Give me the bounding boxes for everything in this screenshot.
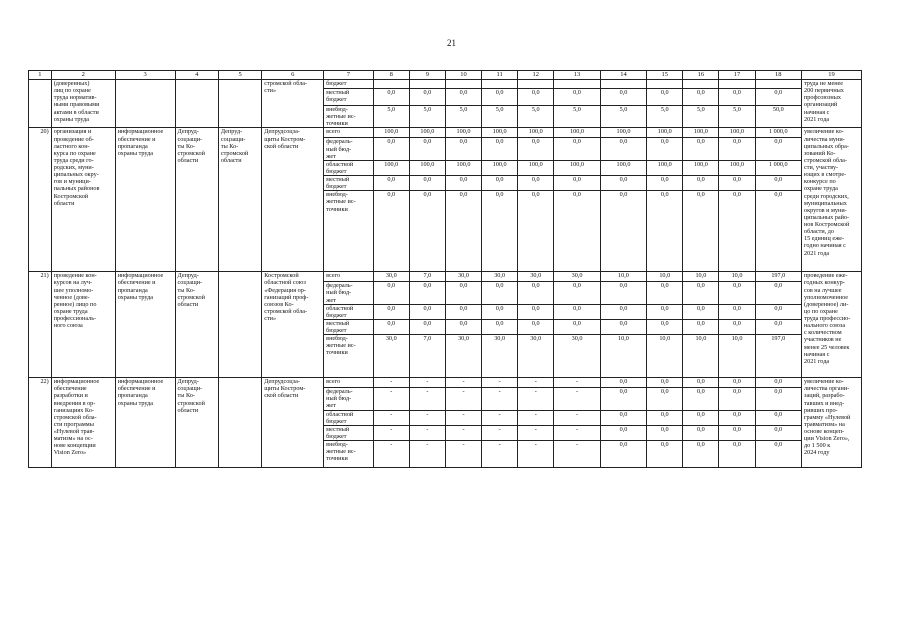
value-cell: 0,0 — [373, 304, 409, 319]
program-table — [28, 70, 862, 468]
column-number-cell: 14 — [600, 71, 646, 80]
value-cell: 0,0 — [518, 176, 554, 191]
value-cell: 0,0 — [647, 191, 683, 272]
value-cell: 0,0 — [600, 176, 646, 191]
value-cell: 100,0 — [373, 160, 409, 175]
value-cell: 0,0 — [518, 319, 554, 334]
funding-source-cell: внебюд- жетные ис- точники — [324, 191, 374, 272]
column-number-cell: 9 — [409, 71, 445, 80]
value-cell: 100,0 — [482, 128, 518, 138]
coexecutor-cell — [218, 272, 261, 378]
value-cell: 100,0 — [445, 128, 481, 138]
value-cell: - — [409, 410, 445, 425]
mechanism-cell: информационное обеспечение и пропаганда охраны труда — [115, 128, 175, 272]
table-row — [29, 378, 862, 388]
value-cell: 197,0 — [755, 335, 801, 378]
value-cell: 0,0 — [600, 410, 646, 425]
value-cell: 0,0 — [373, 319, 409, 334]
value-cell — [445, 80, 481, 89]
value-cell: 0,0 — [600, 304, 646, 319]
value-cell: 0,0 — [554, 304, 600, 319]
value-cell: 0,0 — [600, 89, 646, 106]
responsible-cell: Депруд- соцзащи- ты Ко- стромской области — [175, 272, 218, 378]
value-cell: 0,0 — [647, 319, 683, 334]
value-cell: 0,0 — [755, 441, 801, 468]
value-cell: 0,0 — [600, 441, 646, 468]
value-cell: 5,0 — [482, 106, 518, 128]
value-cell: 0,0 — [518, 138, 554, 160]
value-cell: 0,0 — [445, 176, 481, 191]
value-cell: 100,0 — [445, 160, 481, 175]
value-cell: 100,0 — [600, 160, 646, 175]
value-cell: 100,0 — [647, 160, 683, 175]
value-cell: - — [373, 410, 409, 425]
value-cell: - — [482, 388, 518, 410]
column-number-cell: 8 — [373, 71, 409, 80]
result-cell: увеличение ко- личества органи- заций, разрабо- тавших и внед- ривших про- грамму «Нулевой травматизм» на основе концеп- ции Vision Zero», до 1 500 к 2024 году — [802, 378, 862, 468]
value-cell: 0,0 — [518, 191, 554, 272]
value-cell: 30,0 — [445, 335, 481, 378]
funding-source-cell: всего — [324, 378, 374, 388]
value-cell: 0,0 — [518, 89, 554, 106]
value-cell: - — [518, 410, 554, 425]
value-cell: 100,0 — [719, 128, 755, 138]
value-cell: 0,0 — [647, 425, 683, 440]
value-cell: 0,0 — [719, 410, 755, 425]
value-cell: 0,0 — [445, 89, 481, 106]
value-cell: 5,0 — [719, 106, 755, 128]
value-cell: 0,0 — [445, 138, 481, 160]
value-cell: 1 000,0 — [755, 128, 801, 138]
value-cell: 100,0 — [409, 160, 445, 175]
value-cell: 7,0 — [409, 272, 445, 282]
value-cell: 0,0 — [518, 282, 554, 304]
value-cell: 0,0 — [554, 138, 600, 160]
value-cell: 0,0 — [683, 425, 719, 440]
item-name-cell: организация и проведение об- ластного кон- курса по охране труда среди го- родских, муни- ципальных окру- гов и муници- пальных районов Костромской области — [51, 128, 115, 272]
executor-cell: стромской обла- сти» — [262, 80, 324, 128]
item-number-cell — [29, 80, 52, 128]
column-number-cell: 17 — [719, 71, 755, 80]
value-cell: 30,0 — [445, 272, 481, 282]
value-cell: 30,0 — [554, 272, 600, 282]
value-cell — [409, 80, 445, 89]
value-cell: - — [373, 425, 409, 440]
value-cell: - — [373, 378, 409, 388]
column-number-cell: 15 — [647, 71, 683, 80]
value-cell: 0,0 — [647, 441, 683, 468]
value-cell: - — [482, 410, 518, 425]
item-number-cell: 22) — [29, 378, 52, 468]
value-cell: 0,0 — [409, 138, 445, 160]
value-cell: 100,0 — [518, 128, 554, 138]
value-cell: 0,0 — [482, 282, 518, 304]
value-cell: 30,0 — [373, 272, 409, 282]
value-cell: - — [482, 425, 518, 440]
value-cell: 50,0 — [755, 106, 801, 128]
mechanism-cell — [115, 80, 175, 128]
column-number-cell: 11 — [482, 71, 518, 80]
value-cell: 10,0 — [647, 272, 683, 282]
value-cell: 0,0 — [482, 89, 518, 106]
value-cell: 0,0 — [683, 176, 719, 191]
column-number-cell: 10 — [445, 71, 481, 80]
value-cell: 0,0 — [719, 319, 755, 334]
value-cell: 0,0 — [755, 319, 801, 334]
value-cell: 0,0 — [373, 191, 409, 272]
funding-source-cell: всего — [324, 272, 374, 282]
value-cell: 10,0 — [600, 335, 646, 378]
value-cell: 0,0 — [755, 176, 801, 191]
value-cell: 0,0 — [755, 388, 801, 410]
value-cell — [554, 80, 600, 89]
value-cell: 0,0 — [683, 378, 719, 388]
value-cell — [373, 80, 409, 89]
value-cell: 1 000,0 — [755, 160, 801, 175]
value-cell: 0,0 — [518, 304, 554, 319]
value-cell: 100,0 — [518, 160, 554, 175]
coexecutor-cell — [218, 80, 261, 128]
value-cell: 0,0 — [445, 191, 481, 272]
value-cell: 0,0 — [647, 282, 683, 304]
value-cell: 10,0 — [683, 272, 719, 282]
value-cell: 0,0 — [719, 138, 755, 160]
value-cell: 0,0 — [719, 425, 755, 440]
value-cell: 10,0 — [683, 335, 719, 378]
result-cell: проведение еже- годных конкур- сов на лучшее уполномоченное (доверенное) ли- цо по охране труда профессио- нального союза с количеством участников не менее 25 человек начиная с 2021 года — [802, 272, 862, 378]
funding-source-cell: местный бюджет — [324, 425, 374, 440]
value-cell: 0,0 — [482, 304, 518, 319]
value-cell: 0,0 — [445, 319, 481, 334]
funding-source-cell: всего — [324, 128, 374, 138]
value-cell: 0,0 — [683, 441, 719, 468]
funding-source-cell: внебюд- жетные ис- точники — [324, 441, 374, 468]
funding-source-cell: внебюд- жетные ис- точники — [324, 106, 374, 128]
item-name-cell: (доверенных) лиц по охране труда норматив- ными правовыми актами в области охраны труда — [51, 80, 115, 128]
column-number-cell: 4 — [175, 71, 218, 80]
value-cell: 10,0 — [600, 272, 646, 282]
value-cell: 0,0 — [647, 304, 683, 319]
column-number-cell: 12 — [518, 71, 554, 80]
value-cell: - — [554, 425, 600, 440]
value-cell: 5,0 — [409, 106, 445, 128]
value-cell: - — [482, 378, 518, 388]
value-cell: 0,0 — [719, 304, 755, 319]
value-cell: 5,0 — [445, 106, 481, 128]
value-cell: 100,0 — [600, 128, 646, 138]
funding-source-cell: бюджет — [324, 80, 374, 89]
value-cell: 0,0 — [554, 191, 600, 272]
value-cell: 30,0 — [518, 335, 554, 378]
value-cell: 0,0 — [373, 282, 409, 304]
value-cell: - — [373, 388, 409, 410]
column-number-cell: 5 — [218, 71, 261, 80]
column-number-cell: 1 — [29, 71, 52, 80]
value-cell: 30,0 — [518, 272, 554, 282]
value-cell: - — [445, 425, 481, 440]
funding-source-cell: местный бюджет — [324, 319, 374, 334]
column-number-cell: 16 — [683, 71, 719, 80]
value-cell: - — [409, 425, 445, 440]
column-number-cell: 3 — [115, 71, 175, 80]
value-cell: 5,0 — [554, 106, 600, 128]
value-cell: 100,0 — [554, 128, 600, 138]
value-cell: 0,0 — [445, 304, 481, 319]
funding-source-cell: областной бюджет — [324, 410, 374, 425]
value-cell: 0,0 — [755, 89, 801, 106]
responsible-cell: Депруд- соцзащи- ты Ко- стромской области — [175, 128, 218, 272]
value-cell: 0,0 — [683, 410, 719, 425]
value-cell: 0,0 — [409, 89, 445, 106]
funding-source-cell: местный бюджет — [324, 89, 374, 106]
value-cell: 10,0 — [719, 272, 755, 282]
value-cell: 10,0 — [719, 335, 755, 378]
funding-source-cell: внебюд- жетные ис- точники — [324, 335, 374, 378]
value-cell: 0,0 — [600, 378, 646, 388]
value-cell — [518, 80, 554, 89]
result-cell: увеличение ко- личества муни- ципальных обра- зований Ко- стромской обла- сти, участву- ющих в смотре- конкурсе по охране труда среди городских, муниципальных округов и муни- ципальных райо- нов Костромской области, до 15 единиц еже- годно начиная с 2021 года — [802, 128, 862, 272]
table-row — [29, 80, 862, 89]
funding-source-cell: федераль- ный бюд- жет — [324, 282, 374, 304]
value-cell: 5,0 — [647, 106, 683, 128]
value-cell: 0,0 — [683, 282, 719, 304]
value-cell: - — [554, 388, 600, 410]
value-cell — [482, 80, 518, 89]
mechanism-cell: информационное обеспечение и пропаганда охраны труда — [115, 272, 175, 378]
executor-cell: Костромской областной союз «Федерация ор- ганизаций проф- союзов Ко- стромской обла- сти» — [262, 272, 324, 378]
result-cell: труда не менее 200 первичных профсоюзных организаций начиная с 2021 года — [802, 80, 862, 128]
value-cell — [647, 80, 683, 89]
value-cell: 0,0 — [600, 425, 646, 440]
value-cell: 0,0 — [409, 191, 445, 272]
value-cell: 0,0 — [647, 410, 683, 425]
value-cell: - — [554, 410, 600, 425]
executor-cell: Депрудсоцза- щиты Костром- ской области — [262, 378, 324, 468]
value-cell: 0,0 — [719, 191, 755, 272]
value-cell: 0,0 — [600, 319, 646, 334]
value-cell: 0,0 — [373, 176, 409, 191]
value-cell: 100,0 — [482, 160, 518, 175]
value-cell: - — [518, 378, 554, 388]
value-cell: 0,0 — [600, 282, 646, 304]
value-cell: 5,0 — [373, 106, 409, 128]
value-cell: 0,0 — [647, 176, 683, 191]
item-name-cell: информационное обеспечение разработки и внедрения в ор- ганизациях Ко- стромской обла- сти программы «Нулевой трав- матизм» на ос- нове концепции Vision Zero» — [51, 378, 115, 468]
column-number-cell: 7 — [324, 71, 374, 80]
value-cell: - — [554, 378, 600, 388]
value-cell: 0,0 — [719, 282, 755, 304]
value-cell: 0,0 — [373, 138, 409, 160]
value-cell: - — [482, 441, 518, 468]
value-cell — [683, 80, 719, 89]
column-number-cell: 13 — [554, 71, 600, 80]
value-cell: 0,0 — [719, 176, 755, 191]
value-cell: 0,0 — [647, 388, 683, 410]
value-cell: - — [518, 441, 554, 468]
executor-cell: Депрудсоцза- щиты Костром- ской области — [262, 128, 324, 272]
column-number-row — [29, 71, 862, 80]
value-cell: - — [518, 388, 554, 410]
responsible-cell: Депруд- соцзащи- ты Ко- стромской области — [175, 378, 218, 468]
value-cell: - — [373, 441, 409, 468]
value-cell: 0,0 — [600, 138, 646, 160]
value-cell: 5,0 — [518, 106, 554, 128]
value-cell: - — [445, 410, 481, 425]
value-cell: 0,0 — [409, 304, 445, 319]
funding-source-cell: местный бюджет — [324, 176, 374, 191]
value-cell: 0,0 — [554, 319, 600, 334]
value-cell: 10,0 — [647, 335, 683, 378]
value-cell: - — [409, 378, 445, 388]
value-cell: 0,0 — [683, 89, 719, 106]
value-cell: 100,0 — [683, 128, 719, 138]
column-number-cell: 18 — [755, 71, 801, 80]
value-cell: 0,0 — [445, 282, 481, 304]
value-cell: 0,0 — [482, 138, 518, 160]
value-cell: 0,0 — [409, 282, 445, 304]
item-number-cell: 20) — [29, 128, 52, 272]
value-cell: 0,0 — [482, 319, 518, 334]
table-row — [29, 128, 862, 138]
value-cell: - — [445, 388, 481, 410]
coexecutor-cell — [218, 378, 261, 468]
value-cell: - — [554, 441, 600, 468]
value-cell — [719, 80, 755, 89]
value-cell: 0,0 — [683, 191, 719, 272]
value-cell: 0,0 — [409, 319, 445, 334]
funding-source-cell: федераль- ный бюд- жет — [324, 138, 374, 160]
responsible-cell — [175, 80, 218, 128]
value-cell: 7,0 — [409, 335, 445, 378]
table-row — [29, 272, 862, 282]
value-cell: 0,0 — [755, 282, 801, 304]
value-cell: - — [445, 378, 481, 388]
value-cell: 30,0 — [554, 335, 600, 378]
value-cell: 0,0 — [482, 176, 518, 191]
value-cell: 5,0 — [683, 106, 719, 128]
value-cell: 100,0 — [409, 128, 445, 138]
value-cell: - — [409, 388, 445, 410]
item-name-cell: проведение кон- курсов на луч- шее уполномо- ченное (дове- ренное) лицо по охране труда профессиональ- ного союза — [51, 272, 115, 378]
value-cell: 0,0 — [373, 89, 409, 106]
value-cell: 0,0 — [719, 89, 755, 106]
value-cell: 0,0 — [683, 319, 719, 334]
value-cell: 0,0 — [683, 304, 719, 319]
value-cell: 0,0 — [683, 388, 719, 410]
column-number-cell: 2 — [51, 71, 115, 80]
value-cell: 0,0 — [719, 388, 755, 410]
value-cell: 100,0 — [683, 160, 719, 175]
value-cell: 0,0 — [647, 89, 683, 106]
value-cell: 30,0 — [482, 272, 518, 282]
coexecutor-cell: Депруд- соцзащи- ты Ко- стромской области — [218, 128, 261, 272]
value-cell: 0,0 — [600, 191, 646, 272]
value-cell: 0,0 — [554, 282, 600, 304]
value-cell: 0,0 — [683, 138, 719, 160]
value-cell: 0,0 — [719, 378, 755, 388]
value-cell: 0,0 — [755, 378, 801, 388]
value-cell: 100,0 — [373, 128, 409, 138]
value-cell: 0,0 — [755, 425, 801, 440]
value-cell: - — [518, 425, 554, 440]
value-cell: 0,0 — [755, 304, 801, 319]
value-cell: 30,0 — [373, 335, 409, 378]
value-cell: 30,0 — [482, 335, 518, 378]
value-cell: 100,0 — [554, 160, 600, 175]
column-number-cell: 6 — [262, 71, 324, 80]
value-cell: 0,0 — [554, 89, 600, 106]
value-cell: 197,0 — [755, 272, 801, 282]
column-number-cell: 19 — [802, 71, 862, 80]
value-cell: - — [445, 441, 481, 468]
funding-source-cell: федераль- ный бюд- жет — [324, 388, 374, 410]
value-cell: 0,0 — [755, 191, 801, 272]
value-cell — [755, 80, 801, 89]
funding-source-cell: областной бюджет — [324, 160, 374, 175]
value-cell: 0,0 — [647, 138, 683, 160]
value-cell: 0,0 — [755, 138, 801, 160]
value-cell: 0,0 — [554, 176, 600, 191]
page-number: 21 — [447, 38, 456, 48]
value-cell: 0,0 — [600, 388, 646, 410]
value-cell: 0,0 — [755, 410, 801, 425]
item-number-cell: 21) — [29, 272, 52, 378]
value-cell: 0,0 — [482, 191, 518, 272]
value-cell: 100,0 — [719, 160, 755, 175]
value-cell — [600, 80, 646, 89]
value-cell: 5,0 — [600, 106, 646, 128]
value-cell: - — [409, 441, 445, 468]
value-cell: 0,0 — [647, 378, 683, 388]
mechanism-cell: информационное обеспечение и пропаганда охраны труда — [115, 378, 175, 468]
value-cell: 0,0 — [409, 176, 445, 191]
value-cell: 0,0 — [719, 441, 755, 468]
value-cell: 100,0 — [647, 128, 683, 138]
funding-source-cell: областной бюджет — [324, 304, 374, 319]
